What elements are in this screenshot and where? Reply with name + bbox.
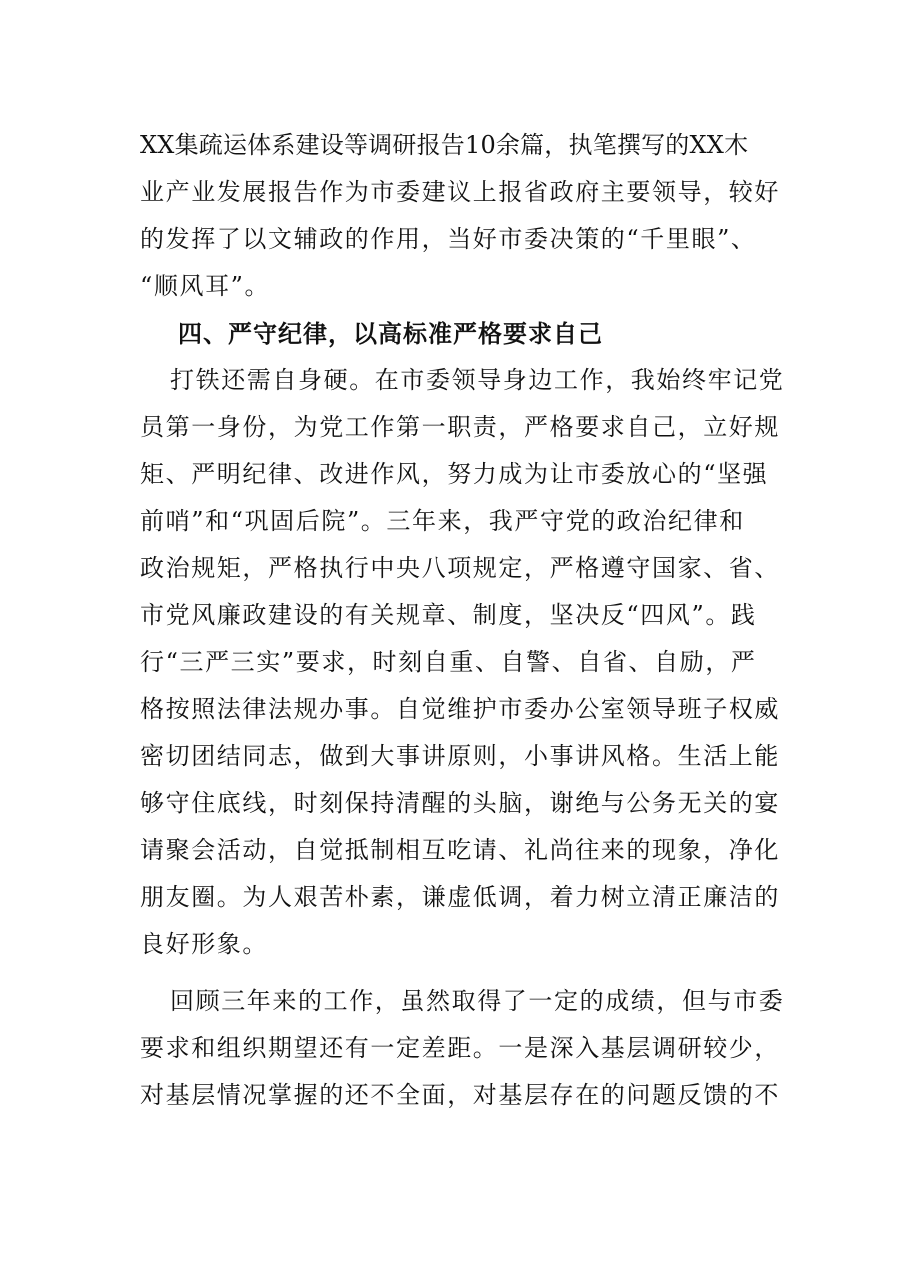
text-line: 业产业发展报告作为市委建议上报省政府主要领导，较好 xyxy=(140,178,780,206)
text-line: 政治规矩，严格执行中央八项规定，严格遵守国家、省、 xyxy=(140,554,780,582)
paragraph-spacer xyxy=(140,968,780,978)
text-line: 要求和组织期望还有一定差距。一是深入基层调研较少， xyxy=(140,1034,780,1062)
text-line: 密切团结同志，做到大事讲原则，小事讲风格。生活上能 xyxy=(140,742,780,770)
text-line: 朋友圈。为人艰苦朴素，谦虚低调，着力树立清正廉洁的 xyxy=(140,883,780,911)
text-line: 对基层情况掌握的还不全面，对基层存在的问题反馈的不 xyxy=(140,1081,780,1109)
text-line: 行“三严三实”要求，时刻自重、自警、自省、自励，严 xyxy=(140,648,757,676)
text-line: 够守住底线，时刻保持清醒的头脑，谢绝与公务无关的宴 xyxy=(140,789,780,817)
paragraph-discipline xyxy=(140,357,785,968)
paragraph-review xyxy=(140,978,785,1119)
section-heading: 四、严守纪律，以高标准严格要求自己 xyxy=(178,319,603,348)
text-line: 市党风廉政建设的有关规章、制度，坚决反“四风”。践 xyxy=(140,601,757,629)
text-line: 格按照法律法规办事。自觉维护市委办公室领导班子权威 xyxy=(140,695,780,723)
paragraph-intro xyxy=(140,122,780,310)
text-line: 打铁还需自身硬。在市委领导身边工作，我始终牢记党 xyxy=(170,366,785,394)
text-line: XX集疏运体系建设等调研报告10余篇，执笔撰写的XX木 xyxy=(140,131,749,159)
text-line: “顺风耳”。 xyxy=(140,272,271,300)
text-line: 的发挥了以文辅政的作用，当好市委决策的“千里眼”、 xyxy=(140,225,757,253)
document-body xyxy=(140,122,785,1119)
text-line: 请聚会活动，自觉抵制相互吃请、礼尚往来的现象，净化 xyxy=(140,836,780,864)
text-line: 矩、严明纪律、改进作风，努力成为让市委放心的“坚强 xyxy=(140,460,769,488)
text-line: 良好形象。 xyxy=(140,930,268,958)
text-line: 员第一身份，为党工作第一职责，严格要求自己，立好规 xyxy=(140,413,780,441)
text-line: 回顾三年来的工作，虽然取得了一定的成绩，但与市委 xyxy=(170,987,785,1015)
text-line: 前哨”和“巩固后院”。三年来，我严守党的政治纪律和 xyxy=(140,507,745,535)
